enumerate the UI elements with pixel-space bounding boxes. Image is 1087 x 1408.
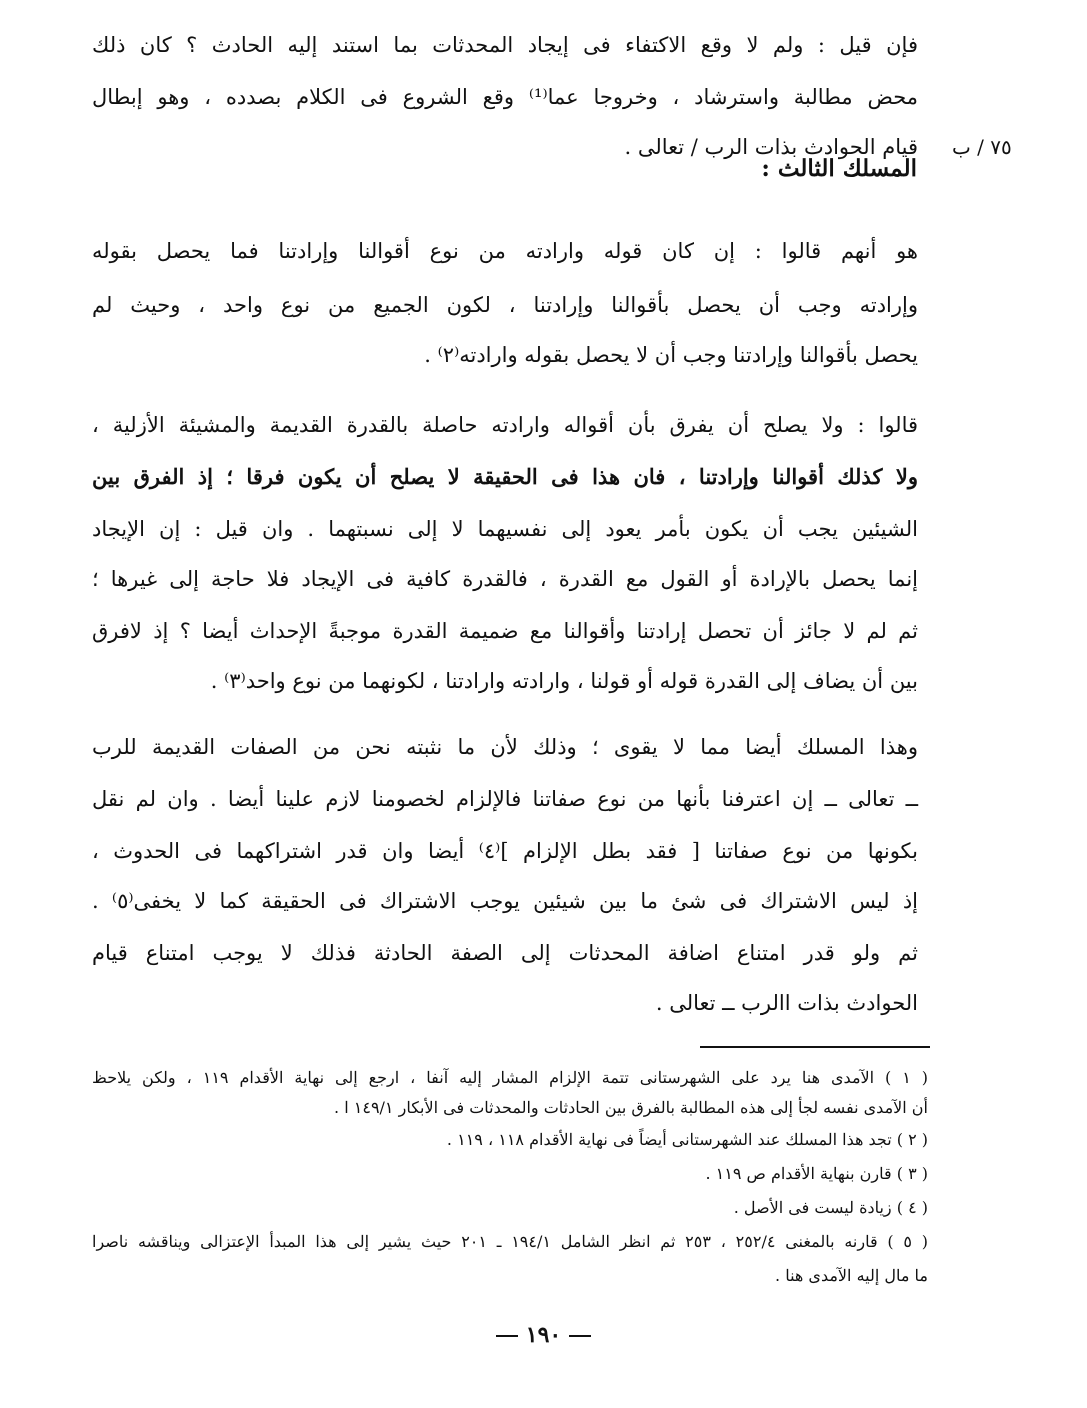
paragraph-line: الحوادث بذات االرب ــ تعالى . — [655, 991, 918, 1015]
footnote-separator — [700, 1046, 930, 1048]
dash-right — [496, 1335, 518, 1337]
paragraph-line: ثم ولو قدر امتناع اضافة المحدثات إلى الصفة الحادثة فذلك لا يوجب امتناع قيام — [92, 941, 918, 965]
paragraph-line: وإرادته وجب أن يحصل بأقوالنا وإرادتنا ، لكون الجميع من نوع واحد ، وحيث لم — [92, 293, 918, 317]
paragraph-line: إنما يحصل بالإرادة أو القول مع القدرة ، فالقدرة كافية فى الإيجاد فلا حاجة إلى غيرها ؛ — [92, 567, 918, 591]
intro-line: قيام الحوادث بذات الرب / تعالى . — [624, 135, 918, 159]
intro-line: فإن قيل : ولم لا وقع الاكتفاء فى إيجاد المحدثات بما استند إليه الحادث ؟ كان ذلك — [92, 33, 918, 57]
footnote-line: ( ٥ ) قارنه بالمغنى ٢٥٢/٤ ، ٢٥٣ ثم انظر الشامل ١٩٤/١ ـ ٢٠١ حيث يشير إلى هذا المبدأ الإعتزالى ويناقشه ناصرا — [92, 1232, 928, 1251]
footnote-line: ( ٤ ) زيادة ليست فى الأصل . — [733, 1198, 928, 1217]
intro-line: محض مطالبة واسترشاد ، وخروجا عما⁽¹⁾ وقع الشروع فى الكلام بصدده ، وهو إبطال — [92, 85, 918, 109]
paragraph-line: وهذا المسلك أيضا مما لا يقوى ؛ وذلك لأن ما نثبته نحن من الصفات القديمة للرب — [92, 735, 918, 759]
paragraph-line: بين أن يضاف إلى القدرة قوله أو قولنا ، وارادته وارادتنا ، لكونهما من نوع واحد⁽٣⁾ . — [210, 669, 918, 693]
paragraph-line: الشيئين يجب أن يكون بأمر يعود إلى نفسيهما لا إلى نسبتهما . وان قيل : إن الإيجاد — [92, 517, 918, 541]
section-heading: المسلك الثالث : — [761, 155, 917, 182]
paragraph-line: ولا كذلك أقوالنا وإرادتنا ، فان هذا فى الحقيقة لا يصلح أن يكون فرقا ؛ إذ الفرق بين — [92, 464, 918, 489]
paragraph-line: إذ ليس الاشتراك فى شئ ما بين شيئين يوجب الاشتراك فى الحقيقة كما لا يخفى⁽٥⁾ . — [92, 889, 918, 913]
paragraph-line: قالوا : ولا يصلح أن يفرق بأن أقواله وارادته حاصلة بالقدرة القديمة والمشيئة الأزلية ، — [92, 413, 918, 437]
margin-folio-marker: ٧٥ / ب — [952, 135, 1012, 159]
page-number — [0, 1320, 1087, 1350]
page-number-value: ١٩٠ — [525, 1322, 562, 1348]
dash-left — [569, 1335, 591, 1337]
footnote-line: ( ٣ ) قارن بنهاية الأقدام ص ١١٩ . — [705, 1164, 928, 1183]
footnote-line: ( ٢ ) تجد هذا المسلك عند الشهرستانى أيضاً فى نهاية الأقدام ١١٨ ، ١١٩ . — [446, 1130, 928, 1149]
paragraph-line: بكونها من نوع صفاتنا [ فقد بطل الإلزام ]⁽٤⁾ أيضا وان قدر اشتراكهما فى الحدوث ، — [92, 839, 918, 863]
footnote-line: ( ١ ) الآمدى هنا يرد على الشهرستانى تتمة الإلزام المشار إليه آنفا ، ارجع إلى نهاية الأقدام ١١٩ ، ولكن يلاحظ — [92, 1068, 929, 1087]
footnote-line: أن الآمدى نفسه لجأ إلى هذه المطالبة بالفرق بين الحادثات والمحدثات فى الأبكار ١٤٩/١ ا . — [334, 1098, 928, 1117]
paragraph-line: هو أنهم قالوا : إن كان قوله وارادته من نوع أقوالنا وإرادتنا فما يحصل بقوله — [92, 239, 918, 263]
paragraph-line: ــ تعالى ــ إن اعترفنا بأنها من نوع صفاتنا فالإلزام لخصومنا لازم علينا أيضا . وان لم نقل — [92, 787, 918, 811]
paragraph-line: ثم لم لا جائز أن تحصل إرادتنا وأقوالنا مع ضميمة القدرة موجبةً الإحداث أيضا ؟ إذ لافرق — [92, 619, 918, 643]
footnote-line: ما مال إليه الآمدى هنا . — [775, 1266, 928, 1285]
paragraph-line: يحصل بأقوالنا وإرادتنا وجب أن لا يحصل بقوله وارادته⁽٢⁾ . — [424, 343, 918, 367]
